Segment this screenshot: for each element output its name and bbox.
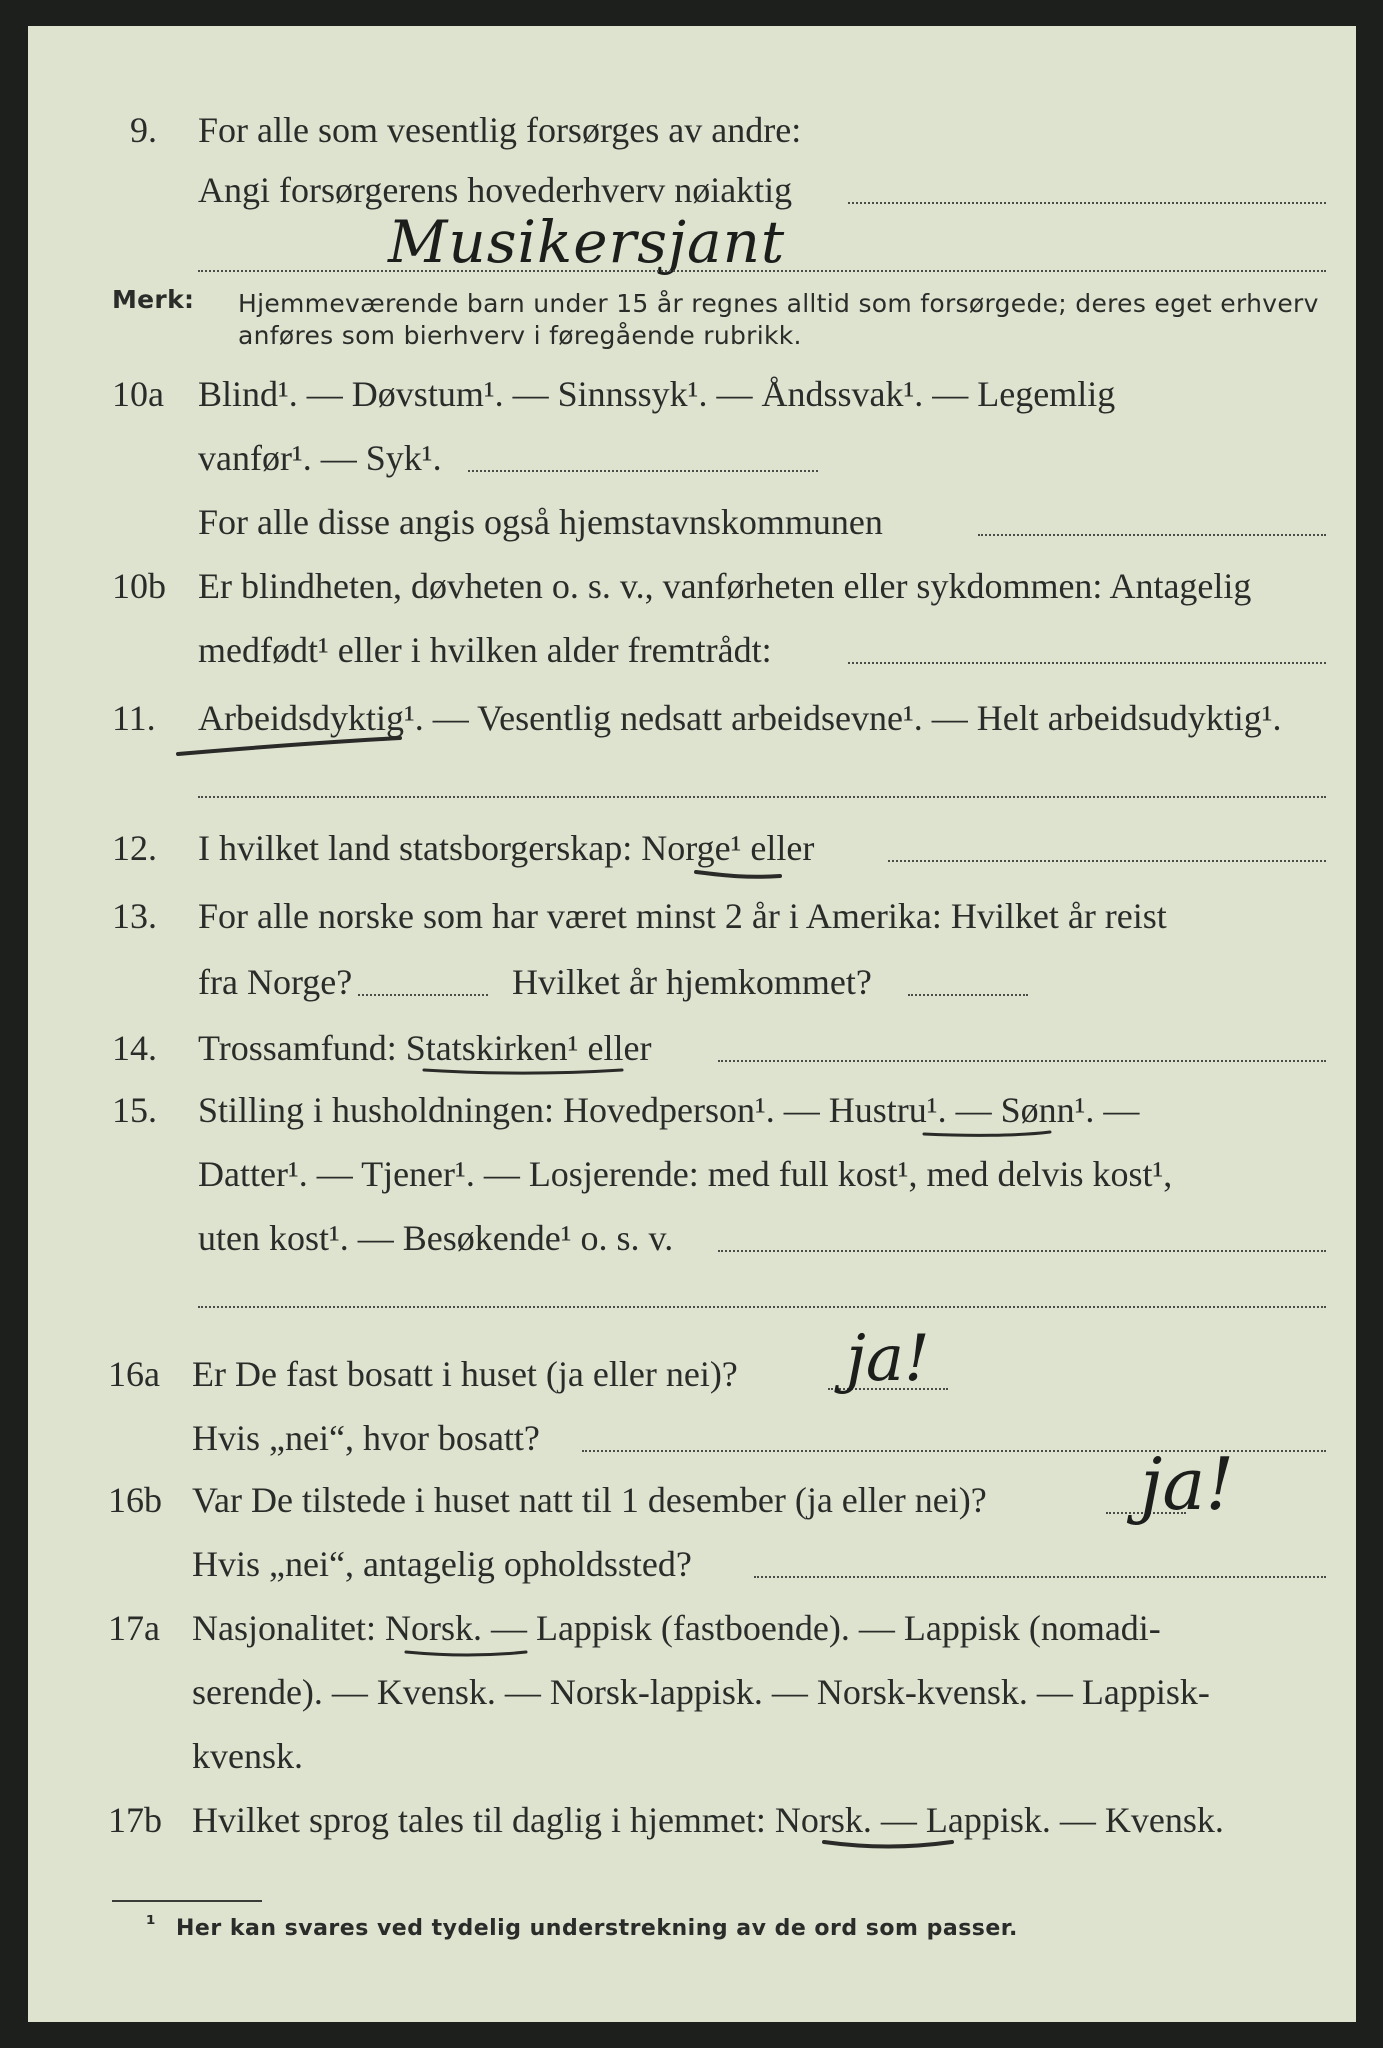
q16b-line2: Hvis „nei“, antagelig opholdssted? — [192, 1544, 692, 1584]
q12-line1: I hvilket land statsborgerskap: Norge¹ eller — [198, 828, 815, 868]
q13-line2b: Hvilket år hjemkommet? — [512, 962, 872, 1002]
q17a-line1: Nasjonalitet: Norsk. — Lappisk (fastboende). — Lappisk (nomadi- — [192, 1608, 1161, 1648]
q9-line2: Angi forsørgerens hovederhverv nøiaktig — [198, 170, 793, 210]
q15-line2: Datter¹. — Tjener¹. — Losjerende: med full kost¹, med delvis kost¹, — [198, 1154, 1173, 1194]
q10a-line3: For alle disse angis også hjemstavnskommunen — [198, 502, 883, 542]
item-number-17b: 17b — [108, 1800, 162, 1840]
underline-statskirken — [424, 1070, 622, 1073]
q17a-line3: kvensk. — [192, 1736, 303, 1776]
q16b-line1: Var De tilstede i huset natt til 1 desember (ja eller nei)? — [192, 1480, 987, 1520]
q13-line1: For alle norske som har været minst 2 år i Amerika: Hvilket år reist — [198, 896, 1167, 936]
q11-line1: Arbeidsdyktig¹. — Vesentlig nedsatt arbeidsevne¹. — Helt arbeidsudyktig¹. — [198, 698, 1282, 738]
underline-norsk-17a — [406, 1652, 526, 1655]
footnote-text: Her kan svares ved tydelig understrekning av de ord som passer. — [176, 1916, 1018, 1941]
q17b-line1: Hvilket sprog tales til daglig i hjemmet: Norsk. — Lappisk. — Kvensk. — [192, 1800, 1224, 1840]
merk-line2: anføres som bierhverv i føregående rubrikk. — [238, 321, 802, 350]
q16a-line1: Er De fast bosatt i huset (ja eller nei)? — [192, 1354, 738, 1394]
q10b-line2: medfødt¹ eller i hvilken alder fremtrådt: — [198, 630, 772, 670]
q16a-line2: Hvis „nei“, hvor bosatt? — [192, 1418, 540, 1458]
merk-line1: Hjemmeværende barn under 15 år regnes alltid som forsørgede; deres eget erhverv — [238, 289, 1319, 318]
item-number-12: 12. — [112, 828, 157, 868]
underline-hustru — [924, 1132, 1050, 1135]
underline-norsk-17b — [824, 1842, 952, 1847]
q10b-line1: Er blindheten, døvheten o. s. v., vanførheten eller sykdommen: Antagelig — [198, 566, 1252, 606]
item-number-15: 15. — [112, 1090, 157, 1130]
q14-line1: Trossamfund: Statskirken¹ eller — [198, 1028, 652, 1068]
q9-handwritten-answer: Musikersjant — [388, 208, 786, 276]
underline-arbeidsdyktig — [178, 738, 400, 754]
q17a-line2: serende). — Kvensk. — Norsk-lappisk. — Norsk-kvensk. — Lappisk- — [192, 1672, 1210, 1712]
q13-line2a: fra Norge? — [198, 962, 353, 1002]
item-number-11: 11. — [112, 698, 156, 738]
item-number-16b: 16b — [108, 1480, 162, 1520]
item-number-10a: 10a — [112, 374, 164, 414]
q10a-line2: vanfør¹. — Syk¹. — [198, 438, 442, 478]
footnote-mark: ¹ — [146, 1912, 157, 1937]
q15-line3: uten kost¹. — Besøkende¹ o. s. v. — [198, 1218, 674, 1258]
item-number-13: 13. — [112, 896, 157, 936]
item-number-16a: 16a — [108, 1354, 160, 1394]
q10a-line1: Blind¹. — Døvstum¹. — Sinnssyk¹. — Åndssvak¹. — Legemlig — [198, 374, 1116, 414]
census-form-page — [28, 26, 1356, 2022]
q16b-handwritten-answer: ja! — [1140, 1442, 1235, 1526]
item-number-14: 14. — [112, 1028, 157, 1068]
q15-line1: Stilling i husholdningen: Hovedperson¹. — Hustru¹. — Sønn¹. — — [198, 1090, 1140, 1130]
q9-line1: For alle som vesentlig forsørges av andre: — [198, 110, 802, 150]
underline-norge — [696, 872, 780, 877]
q16a-handwritten-answer: ja! — [846, 1322, 930, 1396]
handwritten-underlines — [28, 26, 1356, 2022]
item-number-9: 9. — [130, 110, 157, 150]
item-number-10b: 10b — [112, 566, 166, 606]
item-number-17a: 17a — [108, 1608, 160, 1648]
merk-label: Merk: — [112, 285, 195, 314]
